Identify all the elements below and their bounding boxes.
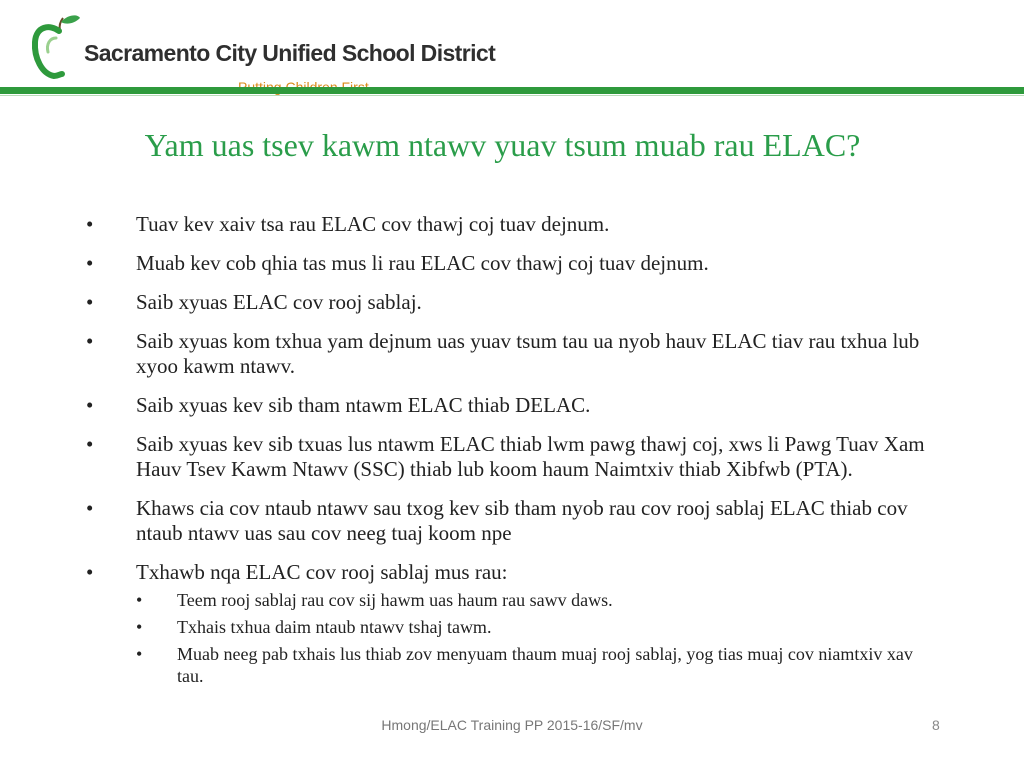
bullet-list xyxy=(86,212,926,701)
header-divider xyxy=(0,87,1024,94)
bullet-dot-icon: • xyxy=(86,496,94,520)
sub-bullet-text: Muab neeg pab txhais lus thiab zov menyuam thaum muaj rooj sablaj, yog tias muaj cov niamtxiv xav tau. xyxy=(177,644,913,686)
bullet-dot-icon: • xyxy=(86,560,94,584)
sub-bullet-item xyxy=(136,643,926,687)
bullet-dot-icon: • xyxy=(136,644,143,664)
slide-title: Yam uas tsev kawm ntawv yuav tsum muab rau ELAC? xyxy=(144,127,861,163)
slide-footer: Hmong/ELAC Training PP 2015-16/SF/mv xyxy=(381,717,643,733)
bullet-text: Saib xyuas ELAC cov rooj sablaj. xyxy=(136,290,422,314)
bullet-text: Saib xyuas kev sib tham ntawm ELAC thiab DELAC. xyxy=(136,393,591,417)
bullet-dot-icon: • xyxy=(86,329,94,353)
sub-bullet-item xyxy=(136,616,926,638)
bullet-dot-icon: • xyxy=(136,590,143,610)
apple-icon xyxy=(30,12,90,84)
bullet-dot-icon: • xyxy=(136,617,143,637)
bullet-item xyxy=(86,251,926,276)
sub-bullet-text: Teem rooj sablaj rau cov sij hawm uas haum rau sawv daws. xyxy=(177,590,613,610)
bullet-item xyxy=(86,212,926,237)
bullet-item xyxy=(86,290,926,315)
bullet-item xyxy=(86,393,926,418)
header-divider-shadow xyxy=(0,95,1024,96)
bullet-item xyxy=(86,560,926,687)
bullet-item xyxy=(86,496,926,546)
sub-bullet-text: Txhais txhua daim ntaub ntawv tshaj tawm. xyxy=(177,617,492,637)
bullet-dot-icon: • xyxy=(86,212,94,236)
bullet-item xyxy=(86,432,926,482)
bullet-text: Saib xyuas kom txhua yam dejnum uas yuav tsum tau ua nyob hauv ELAC tiav rau txhua lub xyoo kawm ntawv. xyxy=(136,329,920,378)
bullet-text: Saib xyuas kev sib txuas lus ntawm ELAC thiab lwm pawg thawj coj, xws li Pawg Tuav Xam Hauv Tsev Kawm Ntawv (SSC) thiab lub koom haum Naimtxiv thiab Xibfwb (PTA). xyxy=(136,432,925,481)
sub-bullet-list xyxy=(136,589,926,687)
bullet-text: Tuav kev xaiv tsa rau ELAC cov thawj coj tuav dejnum. xyxy=(136,212,610,236)
bullet-dot-icon: • xyxy=(86,290,94,314)
bullet-dot-icon: • xyxy=(86,251,94,275)
bullet-item xyxy=(86,329,926,379)
page-number: 8 xyxy=(932,717,940,733)
bullet-dot-icon: • xyxy=(86,393,94,417)
bullet-dot-icon: • xyxy=(86,432,94,456)
sub-bullet-item xyxy=(136,589,926,611)
bullet-text: Txhawb nqa ELAC cov rooj sablaj mus rau: xyxy=(136,560,508,584)
district-name: Sacramento City Unified School District xyxy=(84,40,496,66)
district-logo xyxy=(30,12,496,84)
bullet-text: Muab kev cob qhia tas mus li rau ELAC cov thawj coj tuav dejnum. xyxy=(136,251,709,275)
bullet-text: Khaws cia cov ntaub ntawv sau txog kev sib tham nyob rau cov rooj sablaj ELAC thiab cov ntaub ntawv uas sau cov neeg tuaj koom npe xyxy=(136,496,908,545)
